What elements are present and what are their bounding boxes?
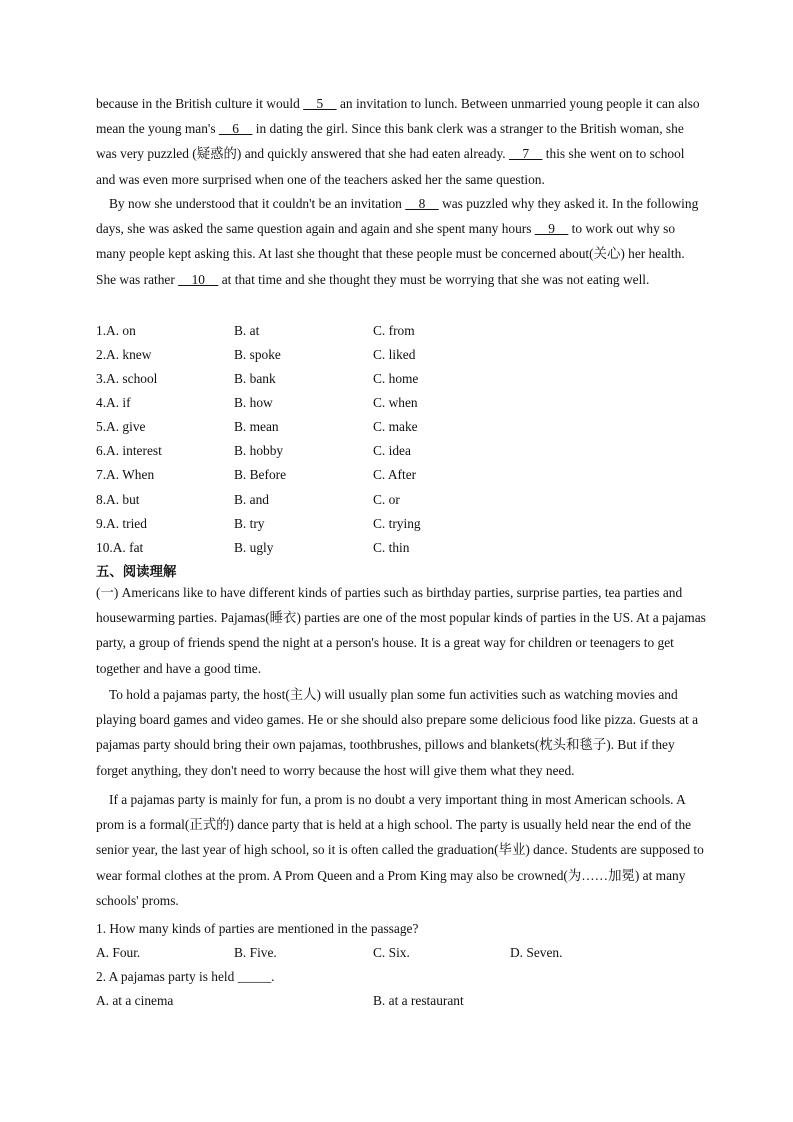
cloze-text: in dating the girl. Since this bank clerk was a stranger to the British woman, she was very puzzled (疑惑的) and quickly answered that she had eaten already. bbox=[96, 121, 684, 162]
cloze-text: was puzzled why they asked it. In the following days, she was asked the same question again and again and she spent many hours bbox=[96, 196, 699, 237]
question-1-stem: 1. How many kinds of parties are mentioned in the passage? bbox=[96, 921, 419, 936]
blank[interactable]: 6 bbox=[218, 121, 253, 137]
blank[interactable]: 7 bbox=[508, 146, 543, 162]
option-row-6: 6.A. interest B. hobby C. idea bbox=[96, 443, 411, 458]
option-row-2: 2.A. knew B. spoke C. liked bbox=[96, 347, 416, 362]
question-1-options bbox=[96, 941, 696, 965]
q2-option-a[interactable]: A. at a cinema bbox=[96, 993, 174, 1008]
cloze-text: to work out why so many people kept asking this. At last she thought that these people must be concerned about(关心) her health. She was rather bbox=[96, 221, 685, 287]
q1-option-b[interactable]: B. Five. bbox=[234, 945, 277, 960]
option-row-3: 3.A. school B. bank C. home bbox=[96, 371, 419, 386]
section-heading: 五、阅读理解 bbox=[96, 565, 177, 580]
option-row-9: 9.A. tried B. try C. trying bbox=[96, 516, 421, 531]
option-row-4: 4.A. if B. how C. when bbox=[96, 395, 418, 410]
question-2-stem: 2. A pajamas party is held _____. bbox=[96, 969, 275, 984]
option-row-1: 1.A. on B. at C. from bbox=[96, 323, 415, 338]
blank[interactable]: 8 bbox=[405, 196, 439, 211]
reading-paragraph-3: If a pajamas party is mainly for fun, a prom is no doubt a very important thing in most American schools. A prom is a formal(正式的) dance party that is held at a high school. The party is usually held near the end of the senior year, the last year of high school, so it is often called the graduation(毕业) dance. Students are supposed to wear formal clothes at the prom. A Prom Queen and a Prom King may also be crowned(为……加冕) at many schools' proms. bbox=[96, 792, 704, 908]
option-row-10: 10.A. fat B. ugly C. thin bbox=[96, 540, 410, 555]
cloze-text: at that time and she thought they must be worrying that she was not eating well. bbox=[218, 271, 650, 287]
q1-option-c[interactable]: C. Six. bbox=[373, 945, 410, 960]
cloze-text: because in the British culture it would bbox=[96, 96, 304, 111]
cloze-paragraph-1 bbox=[96, 91, 706, 192]
cloze-text: this she went on to school and was even more surprised when one of the teachers asked her the same question. bbox=[96, 146, 685, 187]
q1-option-d[interactable]: D. Seven. bbox=[510, 945, 563, 960]
option-row-8: 8.A. but B. and C. or bbox=[96, 492, 400, 507]
reading-paragraph-1: (一) Americans like to have different kinds of parties such as birthday parties, surprise parties, tea parties and housewarming parties. Pajamas(睡衣) parties are one of the most popular kinds of parties in the US. At a pajamas party, a group of friends spend the night at a person's house. It is a great way for children or teenagers to get together and have a good time. bbox=[96, 585, 706, 676]
blank[interactable]: 9 bbox=[534, 221, 569, 237]
cloze-paragraph-2 bbox=[96, 191, 706, 292]
reading-paragraph-2: To hold a pajamas party, the host(主人) will usually plan some fun activities such as watching movies and playing board games and video games. He or she should also prepare some delicious food like pizza. Guests at a pajamas party should bring their own pajamas, toothbrushes, pillows and blankets(枕头和毯子). But if they forget anything, they don't need to worry because the host will give them what they need. bbox=[96, 687, 699, 778]
question-2-options bbox=[96, 989, 696, 1013]
q2-option-b[interactable]: B. at a restaurant bbox=[373, 993, 464, 1008]
option-row-7: 7.A. When B. Before C. After bbox=[96, 467, 417, 482]
cloze-text: an invitation to lunch. Between unmarried young people it can also mean the young man's bbox=[96, 96, 700, 137]
q1-option-a[interactable]: A. Four. bbox=[96, 945, 141, 960]
option-row-5: 5.A. give B. mean C. make bbox=[96, 419, 418, 434]
blank[interactable]: 10 bbox=[178, 271, 219, 287]
cloze-text: By now she understood that it couldn't be an invitation bbox=[109, 196, 406, 211]
blank[interactable]: 5 bbox=[303, 96, 337, 111]
